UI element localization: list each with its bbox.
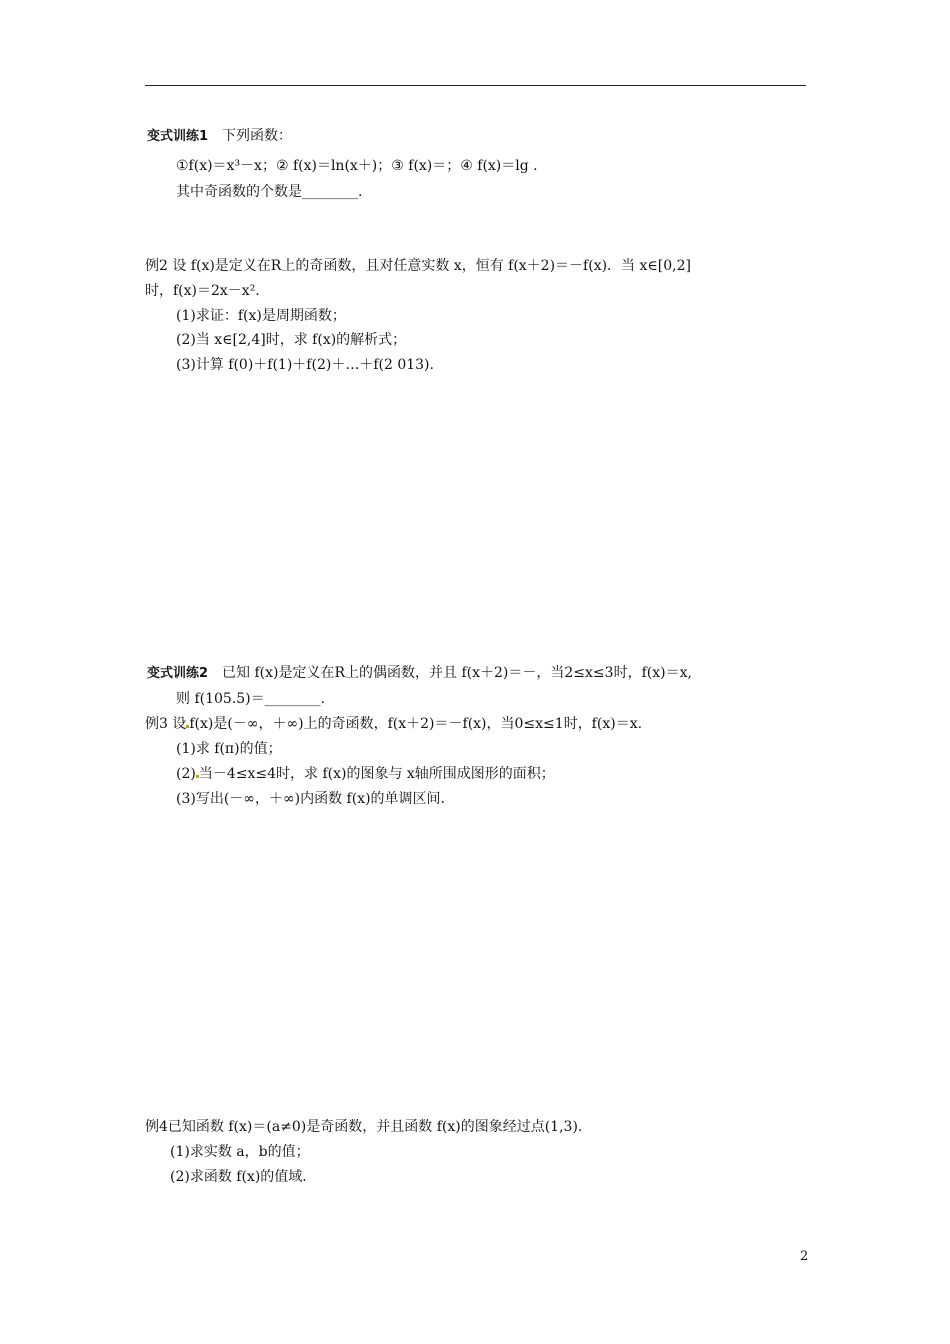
example3-q3: (3)写出(－∞，＋∞)内函数 f(x)的单调区间. [176,791,445,807]
example3-q1: (1)求 f(π)的值； [176,741,282,757]
example2-line1: 例2 设 f(x)是定义在R上的奇函数，且对任意实数 x，恒有 f(x＋2)＝－f(x)．当 x∈[0,2] [145,258,691,274]
example4-q2: (2)求函数 f(x)的值域. [170,1169,307,1185]
header-rule [145,85,806,86]
exercise2-heading [147,664,692,683]
exercise2-label: 变式训练2 [147,666,209,681]
example3-q2 [176,765,555,783]
example3-q2-text: 当－4≤x≤4时，求 f(x)的图象与 x轴所围成图形的面积； [198,766,555,782]
exercise1-intro: 下列函数： [222,128,293,144]
example2-line2: 时，f(x)＝2x－x². [145,283,260,299]
exercise2-line1: 已知 f(x)是定义在R上的偶函数，并且 f(x＋2)＝－，当2≤x≤3时，f(x)＝x, [222,665,692,681]
example4-line1: 例4已知函数 f(x)＝(a≠0)是奇函数，并且函数 f(x)的图象经过点(1,3). [145,1119,583,1135]
exercise1-heading [147,127,292,146]
exercise1-label: 变式训练1 [147,129,209,144]
example2-q3: (3)计算 f(0)＋f(1)＋f(2)＋…＋f(2 013). [176,357,434,373]
example3-q2-prefix: (2) [176,766,196,782]
example3-line1 [145,715,642,733]
page-number: 2 [800,1249,809,1264]
example3-line1-prefix: 例3 设 [145,716,187,732]
example4-q1: (1)求实数 a，b的值； [170,1144,310,1160]
exercise1-items: ①f(x)＝x³－x；② f(x)＝ln(x＋)；③ f(x)＝；④ f(x)＝lg . [176,158,538,174]
example2-q2: (2)当 x∈[2,4]时，求 f(x)的解析式； [176,332,407,348]
exercise2-line2: 则 f(105.5)＝________. [176,691,326,707]
example3-line1-text: f(x)是(－∞，＋∞)上的奇函数，f(x＋2)＝－f(x)，当0≤x≤1时，f(x)＝x. [189,716,643,732]
example2-q1: (1)求证：f(x)是周期函数； [176,308,346,324]
exercise1-question: 其中奇函数的个数是________. [176,184,363,200]
